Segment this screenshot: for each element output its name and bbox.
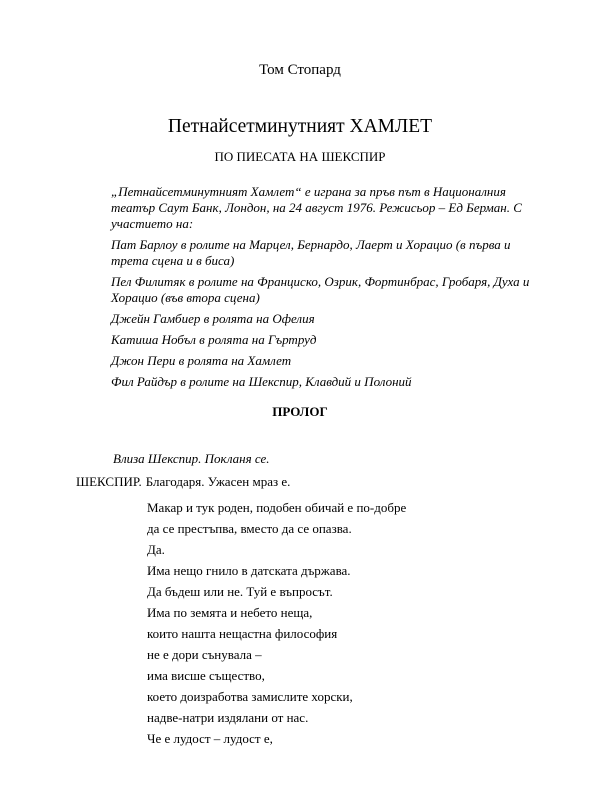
premiere-note: „Петнайсетминутният Хамлет“ е играна за пръв път в Националния театър Саут Банк, Лондон, на 24 август 1976. Режисьор – Ед Берман. С участието на: xyxy=(111,184,522,231)
cast-entry: Джейн Гамбиер в ролята на Офелия xyxy=(111,311,315,326)
verse-line: Има по земята и небето неща, xyxy=(147,605,313,620)
verse-line: да се престъпва, вместо да се опазва. xyxy=(147,521,352,536)
credits-block xyxy=(111,184,541,395)
verse-line: надве-натри издялани от нас. xyxy=(147,710,309,725)
verse-line: Има нещо гнило в датската държава. xyxy=(147,563,351,578)
cast-entry: Фил Райдър в ролите на Шекспир, Клавдий и Полоний xyxy=(111,374,412,389)
verse-line: Да. xyxy=(147,542,165,557)
author-name: Том Стопард xyxy=(259,62,341,78)
verse-line: има висше същество, xyxy=(147,668,265,683)
speech-line xyxy=(76,474,290,490)
verse-block xyxy=(147,497,567,749)
stage-direction: Влиза Шекспир. Покланя се. xyxy=(113,451,270,466)
cast-entry: Пел Филитяк в ролите на Франциско, Озрик, Фортинбрас, Гробаря, Духа и Хорацио (във втора сцена) xyxy=(111,274,530,305)
verse-line: което доизработва замислите хорски, xyxy=(147,689,353,704)
cast-entry: Катиша Нобъл в ролята на Гъртруд xyxy=(111,332,317,347)
cast-entry: Джон Пери в ролята на Хамлет xyxy=(111,353,292,368)
prologue-heading: ПРОЛОГ xyxy=(272,404,328,419)
play-subtitle: ПО ПИЕСАТА НА ШЕКСПИР xyxy=(214,149,386,164)
cast-entry: Пат Барлоу в ролите на Марцел, Бернардо, Лаерт и Хорацио (в първа и трета сцена и в биса) xyxy=(111,237,511,268)
verse-line: не е дори сънувала – xyxy=(147,647,262,662)
verse-line: които нашта нещастна философия xyxy=(147,626,338,641)
speaker-name: ШЕКСПИР. xyxy=(76,474,142,489)
verse-line: Че е лудост – лудост е, xyxy=(147,731,273,746)
verse-line: Макар и тук роден, подобен обичай е по-добре xyxy=(147,500,407,515)
verse-line: Да бъдеш или не. Туй е въпросът. xyxy=(147,584,333,599)
speech-text: Благодаря. Ужасен мраз е. xyxy=(145,474,291,489)
play-title: Петнайсетминутният ХАМЛЕТ xyxy=(167,116,433,137)
